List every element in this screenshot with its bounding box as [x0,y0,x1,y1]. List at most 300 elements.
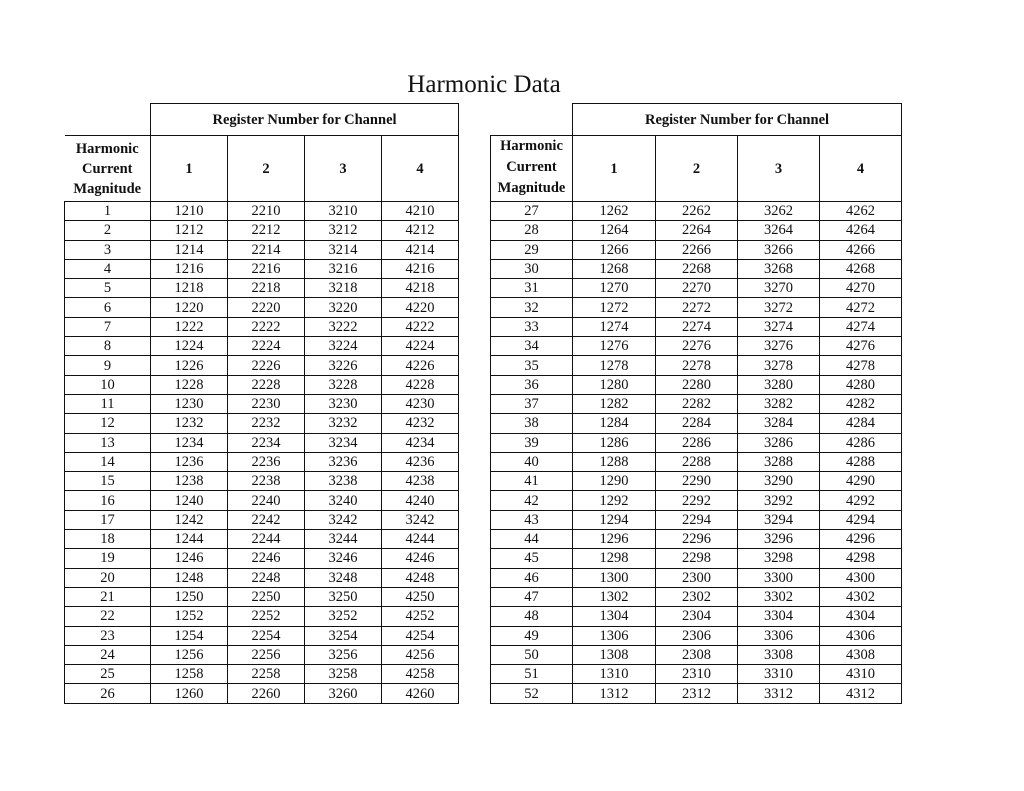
register-cell: 3292 [738,491,820,510]
harmonic-number-cell: 32 [491,298,573,317]
harmonic-number-cell: 30 [491,259,573,278]
register-cell: 2280 [656,375,738,394]
channel-header: 3 [738,136,820,202]
register-cell: 2228 [228,375,305,394]
register-cell: 4276 [820,337,902,356]
register-cell: 1296 [573,530,656,549]
register-cell: 1280 [573,375,656,394]
register-cell: 1258 [151,665,228,684]
table-row [491,202,902,221]
channel-header: 2 [228,136,305,202]
table-row [65,607,459,626]
register-cell: 4304 [820,607,902,626]
corner-blank [491,104,573,136]
register-cell: 4308 [820,645,902,664]
register-cell: 3262 [738,202,820,221]
harmonic-number-cell: 48 [491,607,573,626]
table-row [65,317,459,336]
register-cell: 2282 [656,394,738,413]
register-cell: 2238 [228,472,305,491]
register-cell: 2294 [656,510,738,529]
harmonic-number-cell: 8 [65,337,151,356]
register-cell: 4274 [820,317,902,336]
register-cell: 3274 [738,317,820,336]
register-cell: 1210 [151,202,228,221]
register-cell: 2298 [656,549,738,568]
register-cell: 1242 [151,510,228,529]
table-row [65,414,459,433]
table-row [65,202,459,221]
register-cell: 4232 [382,414,459,433]
register-cell: 3242 [382,510,459,529]
register-cell: 2262 [656,202,738,221]
harmonic-number-cell: 13 [65,433,151,452]
register-cell: 1256 [151,645,228,664]
register-cell: 3210 [305,202,382,221]
harmonic-number-cell: 4 [65,259,151,278]
register-cell: 3226 [305,356,382,375]
table-row [65,587,459,606]
harmonic-number-cell: 19 [65,549,151,568]
register-cell: 2256 [228,645,305,664]
harmonic-number-cell: 23 [65,626,151,645]
table-body [491,202,902,704]
register-cell: 4260 [382,684,459,703]
register-cell: 1216 [151,259,228,278]
register-cell: 3240 [305,491,382,510]
register-cell: 2258 [228,665,305,684]
register-cell: 1252 [151,607,228,626]
register-cell: 4300 [820,568,902,587]
register-cell: 1224 [151,337,228,356]
register-cell: 2222 [228,317,305,336]
table-row [491,510,902,529]
register-cell: 2234 [228,433,305,452]
table-row [491,259,902,278]
harmonic-number-cell: 44 [491,530,573,549]
register-cell: 4298 [820,549,902,568]
register-cell: 1294 [573,510,656,529]
register-cell: 3302 [738,587,820,606]
register-cell: 2292 [656,491,738,510]
register-cell: 1290 [573,472,656,491]
register-cell: 4250 [382,587,459,606]
register-cell: 3282 [738,394,820,413]
register-cell: 1266 [573,240,656,259]
register-cell: 3228 [305,375,382,394]
register-cell: 3298 [738,549,820,568]
harmonic-number-cell: 33 [491,317,573,336]
harmonic-table-right [490,103,902,704]
register-cell: 4234 [382,433,459,452]
register-cell: 4224 [382,337,459,356]
row-header: Harmonic Current Magnitude [73,140,142,197]
table-row [491,279,902,298]
harmonic-number-cell: 7 [65,317,151,336]
harmonic-number-cell: 6 [65,298,151,317]
channel-header: 4 [382,136,459,202]
register-cell: 1312 [573,684,656,703]
register-cell: 3232 [305,414,382,433]
register-cell: 4256 [382,645,459,664]
register-cell: 3286 [738,433,820,452]
register-cell: 3278 [738,356,820,375]
register-cell: 3270 [738,279,820,298]
register-cell: 4210 [382,202,459,221]
table-row [491,433,902,452]
harmonic-number-cell: 18 [65,530,151,549]
register-cell: 1254 [151,626,228,645]
register-cell: 2286 [656,433,738,452]
page-title: Harmonic Data [407,71,561,98]
harmonic-number-cell: 52 [491,684,573,703]
register-cell: 1250 [151,587,228,606]
register-cell: 4294 [820,510,902,529]
register-cell: 1276 [573,337,656,356]
register-cell: 3212 [305,221,382,240]
register-cell: 4312 [820,684,902,703]
harmonic-number-cell: 17 [65,510,151,529]
register-cell: 2312 [656,684,738,703]
register-cell: 4254 [382,626,459,645]
register-cell: 3284 [738,414,820,433]
table-row [491,298,902,317]
channel-header: 3 [305,136,382,202]
register-cell: 1220 [151,298,228,317]
corner-blank [65,104,151,136]
harmonic-number-cell: 31 [491,279,573,298]
register-cell: 3254 [305,626,382,645]
register-cell: 1264 [573,221,656,240]
table-head [491,104,902,202]
register-cell: 4238 [382,472,459,491]
register-cell: 4218 [382,279,459,298]
register-cell: 1304 [573,607,656,626]
register-cell: 1272 [573,298,656,317]
register-cell: 2270 [656,279,738,298]
register-cell: 2240 [228,491,305,510]
harmonic-number-cell: 49 [491,626,573,645]
register-cell: 4310 [820,665,902,684]
table-row [65,549,459,568]
table-row [491,530,902,549]
register-cell: 1278 [573,356,656,375]
table-row [65,337,459,356]
register-cell: 4272 [820,298,902,317]
harmonic-table-left [64,103,459,704]
table-row [491,356,902,375]
register-cell: 1298 [573,549,656,568]
register-cell: 1234 [151,433,228,452]
row-header-text: Harmonic Current Magnitude [497,138,566,196]
table-row [65,665,459,684]
harmonic-number-cell: 5 [65,279,151,298]
register-cell: 2308 [656,645,738,664]
register-cell: 3214 [305,240,382,259]
harmonic-number-cell: 16 [65,491,151,510]
register-cell: 2300 [656,568,738,587]
register-cell: 1292 [573,491,656,510]
register-cell: 1246 [151,549,228,568]
channel-header: 2 [656,136,738,202]
register-cell: 2246 [228,549,305,568]
register-cell: 3244 [305,530,382,549]
harmonic-number-cell: 46 [491,568,573,587]
register-cell: 4282 [820,394,902,413]
register-cell: 1244 [151,530,228,549]
harmonic-number-cell: 27 [491,202,573,221]
register-cell: 4288 [820,452,902,471]
register-cell: 1262 [573,202,656,221]
register-cell: 1228 [151,375,228,394]
register-cell: 1310 [573,665,656,684]
register-cell: 2306 [656,626,738,645]
table-row [491,240,902,259]
register-cell: 3264 [738,221,820,240]
register-cell: 4270 [820,279,902,298]
harmonic-number-cell: 10 [65,375,151,394]
register-cell: 3294 [738,510,820,529]
table-row [491,568,902,587]
table-row [491,549,902,568]
register-cell: 2226 [228,356,305,375]
group-header: Register Number for Channel [151,104,459,136]
table-head [65,104,459,202]
register-cell: 2302 [656,587,738,606]
register-cell: 3296 [738,530,820,549]
register-cell: 3260 [305,684,382,703]
register-cell: 2296 [656,530,738,549]
register-cell: 2236 [228,452,305,471]
harmonic-number-cell: 36 [491,375,573,394]
table-row [65,452,459,471]
table-row [65,433,459,452]
register-cell: 4280 [820,375,902,394]
table-row [65,375,459,394]
register-cell: 2276 [656,337,738,356]
channel-header: 1 [573,136,656,202]
register-cell: 4292 [820,491,902,510]
register-cell: 1238 [151,472,228,491]
table-row [65,472,459,491]
register-cell: 4296 [820,530,902,549]
register-cell: 2232 [228,414,305,433]
harmonic-number-cell: 9 [65,356,151,375]
register-cell: 4266 [820,240,902,259]
register-cell: 1300 [573,568,656,587]
register-cell: 1218 [151,279,228,298]
harmonic-number-cell: 1 [65,202,151,221]
register-cell: 4240 [382,491,459,510]
register-cell: 3280 [738,375,820,394]
register-cell: 2210 [228,202,305,221]
register-cell: 4306 [820,626,902,645]
register-cell: 1302 [573,587,656,606]
register-cell: 4216 [382,259,459,278]
register-cell: 3304 [738,607,820,626]
register-cell: 3222 [305,317,382,336]
register-cell: 1214 [151,240,228,259]
table-row [65,491,459,510]
register-cell: 3256 [305,645,382,664]
table-row [65,298,459,317]
register-cell: 1288 [573,452,656,471]
register-cell: 2268 [656,259,738,278]
register-cell: 2260 [228,684,305,703]
register-cell: 1212 [151,221,228,240]
harmonic-number-cell: 43 [491,510,573,529]
harmonic-number-cell: 11 [65,394,151,413]
harmonic-number-cell: 15 [65,472,151,491]
harmonic-number-cell: 21 [65,587,151,606]
row-header [491,136,573,202]
table-row [491,452,902,471]
register-cell: 4248 [382,568,459,587]
harmonic-number-cell: 20 [65,568,151,587]
register-cell: 4244 [382,530,459,549]
harmonic-number-cell: 38 [491,414,573,433]
table-row [65,530,459,549]
register-cell: 3242 [305,510,382,529]
harmonic-number-cell: 12 [65,414,151,433]
register-cell: 2288 [656,452,738,471]
register-cell: 2272 [656,298,738,317]
register-cell: 3268 [738,259,820,278]
register-cell: 3266 [738,240,820,259]
table-row [491,607,902,626]
harmonic-number-cell: 35 [491,356,573,375]
table-row [65,510,459,529]
register-cell: 4228 [382,375,459,394]
register-cell: 1260 [151,684,228,703]
register-cell: 1306 [573,626,656,645]
register-cell: 4268 [820,259,902,278]
table-row [491,491,902,510]
table-row [491,645,902,664]
register-cell: 4302 [820,587,902,606]
register-cell: 2248 [228,568,305,587]
harmonic-number-cell: 26 [65,684,151,703]
register-cell: 2220 [228,298,305,317]
register-cell: 1248 [151,568,228,587]
register-cell: 4212 [382,221,459,240]
register-cell: 4226 [382,356,459,375]
harmonic-number-cell: 42 [491,491,573,510]
register-cell: 2252 [228,607,305,626]
table-row [491,394,902,413]
harmonic-number-cell: 51 [491,665,573,684]
register-cell: 3248 [305,568,382,587]
register-cell: 3310 [738,665,820,684]
register-cell: 2250 [228,587,305,606]
register-cell: 2310 [656,665,738,684]
table-row [491,375,902,394]
register-cell: 1240 [151,491,228,510]
register-cell: 2290 [656,472,738,491]
register-cell: 2244 [228,530,305,549]
register-cell: 2284 [656,414,738,433]
register-cell: 3220 [305,298,382,317]
register-cell: 4262 [820,202,902,221]
register-cell: 4222 [382,317,459,336]
register-cell: 1268 [573,259,656,278]
channel-header: 1 [151,136,228,202]
register-cell: 3218 [305,279,382,298]
register-cell: 2242 [228,510,305,529]
table-row [491,317,902,336]
register-cell: 3276 [738,337,820,356]
register-cell: 2266 [656,240,738,259]
register-cell: 3300 [738,568,820,587]
harmonic-number-cell: 14 [65,452,151,471]
table-row [491,587,902,606]
harmonic-number-cell: 29 [491,240,573,259]
table-row [65,645,459,664]
table-row [65,279,459,298]
register-cell: 1230 [151,394,228,413]
register-cell: 4278 [820,356,902,375]
table-row [491,472,902,491]
register-cell: 2264 [656,221,738,240]
register-cell: 2274 [656,317,738,336]
register-cell: 3312 [738,684,820,703]
register-cell: 4252 [382,607,459,626]
harmonic-number-cell: 50 [491,645,573,664]
table-row [65,394,459,413]
group-header: Register Number for Channel [573,104,902,136]
table-body [65,202,459,704]
register-cell: 3234 [305,433,382,452]
harmonic-number-cell: 3 [65,240,151,259]
table-row [491,337,902,356]
harmonic-number-cell: 24 [65,645,151,664]
register-cell: 2212 [228,221,305,240]
table-row [491,626,902,645]
harmonic-number-cell: 39 [491,433,573,452]
register-cell: 4214 [382,240,459,259]
register-cell: 2224 [228,337,305,356]
harmonic-number-cell: 47 [491,587,573,606]
table-row [491,221,902,240]
table-row [65,259,459,278]
register-cell: 1286 [573,433,656,452]
table-row [65,240,459,259]
register-cell: 2230 [228,394,305,413]
register-cell: 1270 [573,279,656,298]
table-row [65,568,459,587]
register-cell: 3288 [738,452,820,471]
register-cell: 2216 [228,259,305,278]
harmonic-number-cell: 28 [491,221,573,240]
register-cell: 2214 [228,240,305,259]
register-cell: 1274 [573,317,656,336]
table-row [65,356,459,375]
register-cell: 3308 [738,645,820,664]
register-cell: 4284 [820,414,902,433]
register-cell: 1232 [151,414,228,433]
register-cell: 3252 [305,607,382,626]
harmonic-number-cell: 45 [491,549,573,568]
register-cell: 4230 [382,394,459,413]
register-cell: 2304 [656,607,738,626]
register-cell: 4246 [382,549,459,568]
table-row [491,665,902,684]
harmonic-number-cell: 34 [491,337,573,356]
harmonic-number-cell: 22 [65,607,151,626]
register-cell: 3258 [305,665,382,684]
register-cell: 3250 [305,587,382,606]
register-cell: 3272 [738,298,820,317]
